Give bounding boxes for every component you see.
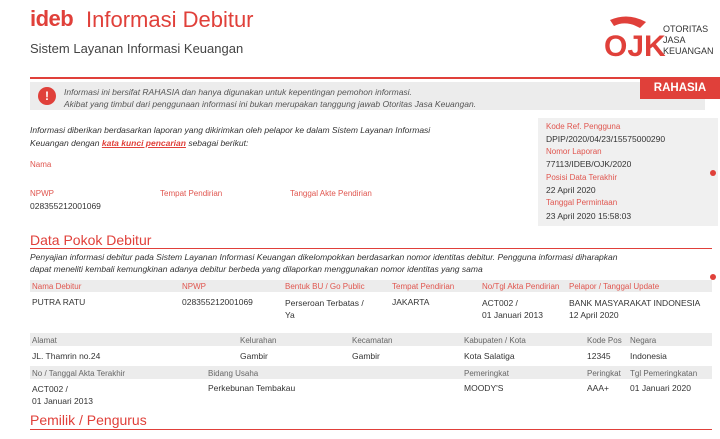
pemilik-title: Pemilik / Pengurus <box>30 412 147 428</box>
data-pokok-title: Data Pokok Debitur <box>30 232 152 248</box>
ojk-logo-text: OJK <box>604 30 666 60</box>
pemilik-divider <box>30 429 712 430</box>
posisi-data-label: Posisi Data Terakhir <box>546 173 617 182</box>
col-tgl-pemeringkatan: Tgl Pemeringkatan <box>630 369 698 378</box>
header-divider <box>30 77 720 79</box>
col-npwp: NPWP <box>182 282 206 291</box>
search-keyword-link[interactable]: kata kunci pencarian <box>101 138 186 148</box>
notice-line1: Informasi ini bersifat RAHASIA dan hanya digunakan untuk kepentingan pemohon informasi. <box>64 87 412 97</box>
kelurahan-value: Gambir <box>240 351 268 361</box>
col-akta-terakhir: No / Tanggal Akta Terakhir <box>32 369 126 378</box>
col-kodepos: Kode Pos <box>587 336 622 345</box>
col-pelapor: Pelapor / Tanggal Update <box>569 282 660 291</box>
kota-value: Kota Salatiga <box>464 351 515 361</box>
desc-line2: dapat meneliti kembali kemungkinan adanya debitur berbeda yang dilaporkan menggunakan nomor identitas yang sama <box>30 264 483 274</box>
akta-terakhir-value <box>32 383 93 407</box>
rahasia-badge: RAHASIA <box>640 77 720 99</box>
col-pemeringkat: Pemeringkat <box>464 369 509 378</box>
akta-terakhir-line2: 01 Januari 2013 <box>32 396 93 406</box>
ojk-logo <box>600 12 718 60</box>
col-akta-pendirian: No/Tgl Akta Pendirian <box>482 282 560 291</box>
tgl-peringkat-value: 01 Januari 2020 <box>630 383 691 393</box>
col-kecamatan: Kecamatan <box>352 336 393 345</box>
data-pokok-description <box>30 251 710 275</box>
notice-line2: Akibat yang timbul dari penggunaan informasi ini bukan merupakan tanggung jawab Otoritas Jasa Keuangan. <box>64 99 477 109</box>
pemeringkat-value: MOODY'S <box>464 383 504 393</box>
ojk-name-line2: JASA <box>663 35 686 45</box>
col-bidang-usaha: Bidang Usaha <box>208 369 259 378</box>
akta-terakhir-line1: ACT002 / <box>32 384 68 394</box>
npwp-debitur-value: 028355212001069 <box>182 297 253 307</box>
desc-line1: Penyajian informasi debitur pada Sistem Layanan Informasi Keuangan dikelompokkan berdasarkan nomor identitas debitur. Pengguna informasi diharapkan <box>30 252 618 262</box>
akta-pendirian-value <box>482 297 543 321</box>
nomor-laporan-value: 77113/IDEB/OJK/2020 <box>546 159 632 169</box>
kode-ref-value: DPIP/2020/04/23/15575000290 <box>546 134 666 144</box>
search-info <box>30 124 510 150</box>
akta-line2: 01 Januari 2013 <box>482 310 543 320</box>
nama-label: Nama <box>30 160 52 169</box>
section-divider <box>30 248 712 249</box>
tempat-pendirian-label: Tempat Pendirian <box>160 189 223 198</box>
npwp-value: 028355212001069 <box>30 201 101 211</box>
col-kota: Kabupaten / Kota <box>464 336 526 345</box>
ojk-name-line1: OTORITAS <box>663 24 709 34</box>
tanggal-permintaan-label: Tanggal Permintaan <box>546 198 618 207</box>
nama-debitur-value: PUTRA RATU <box>32 297 86 307</box>
bentuk-bu-value <box>285 297 364 321</box>
posisi-data-value: 22 April 2020 <box>546 185 596 195</box>
npwp-label: NPWP <box>30 189 54 198</box>
page-title: Informasi Debitur <box>86 7 254 32</box>
peringkat-value: AAA+ <box>587 383 609 393</box>
bentuk-bu-line1: Perseroan Terbatas / <box>285 298 364 308</box>
kodepos-value: 12345 <box>587 351 611 361</box>
negara-value: Indonesia <box>630 351 667 361</box>
col-nama-debitur: Nama Debitur <box>32 282 82 291</box>
col-negara: Negara <box>630 336 657 345</box>
tempat-value: JAKARTA <box>392 297 430 307</box>
col-peringkat: Peringkat <box>587 369 621 378</box>
kode-ref-label: Kode Ref. Pengguna <box>546 122 621 131</box>
nomor-laporan-label: Nomor Laporan <box>546 147 602 156</box>
col-alamat: Alamat <box>32 336 57 345</box>
pelapor-line1: BANK MASYARAKAT INDONESIA <box>569 298 701 308</box>
exclamation-icon: ! <box>38 87 56 105</box>
pelapor-line2: 12 April 2020 <box>569 310 619 320</box>
search-info-line1: Informasi diberikan berdasarkan laporan yang dikirimkan oleh pelapor ke dalam Sistem Layanan Informasi <box>30 125 431 135</box>
col-bentuk-bu: Bentuk BU / Go Public <box>285 282 365 291</box>
ojk-name-line3: KEUANGAN <box>663 46 714 56</box>
bidang-usaha-value: Perkebunan Tembakau <box>208 383 296 393</box>
kecamatan-value: Gambir <box>352 351 380 361</box>
tanggal-akte-label: Tanggal Akte Pendirian <box>290 189 372 198</box>
bentuk-bu-line2: Ya <box>285 310 295 320</box>
alamat-value: JL. Thamrin no.24 <box>32 351 101 361</box>
pelapor-value <box>569 297 700 321</box>
search-info-line2-pre: Keuangan dengan <box>30 138 102 148</box>
scroll-marker <box>710 170 716 176</box>
notice-text <box>64 86 476 110</box>
col-tempat-pendirian: Tempat Pendirian <box>392 282 455 291</box>
col-kelurahan: Kelurahan <box>240 336 277 345</box>
ideb-logo: ideb <box>30 6 74 31</box>
page-subtitle: Sistem Layanan Informasi Keuangan <box>30 41 244 56</box>
akta-line1: ACT002 / <box>482 298 518 308</box>
tanggal-permintaan-value: 23 April 2020 15:58:03 <box>546 211 632 221</box>
search-info-line2-post: sebagai berikut: <box>185 138 249 148</box>
